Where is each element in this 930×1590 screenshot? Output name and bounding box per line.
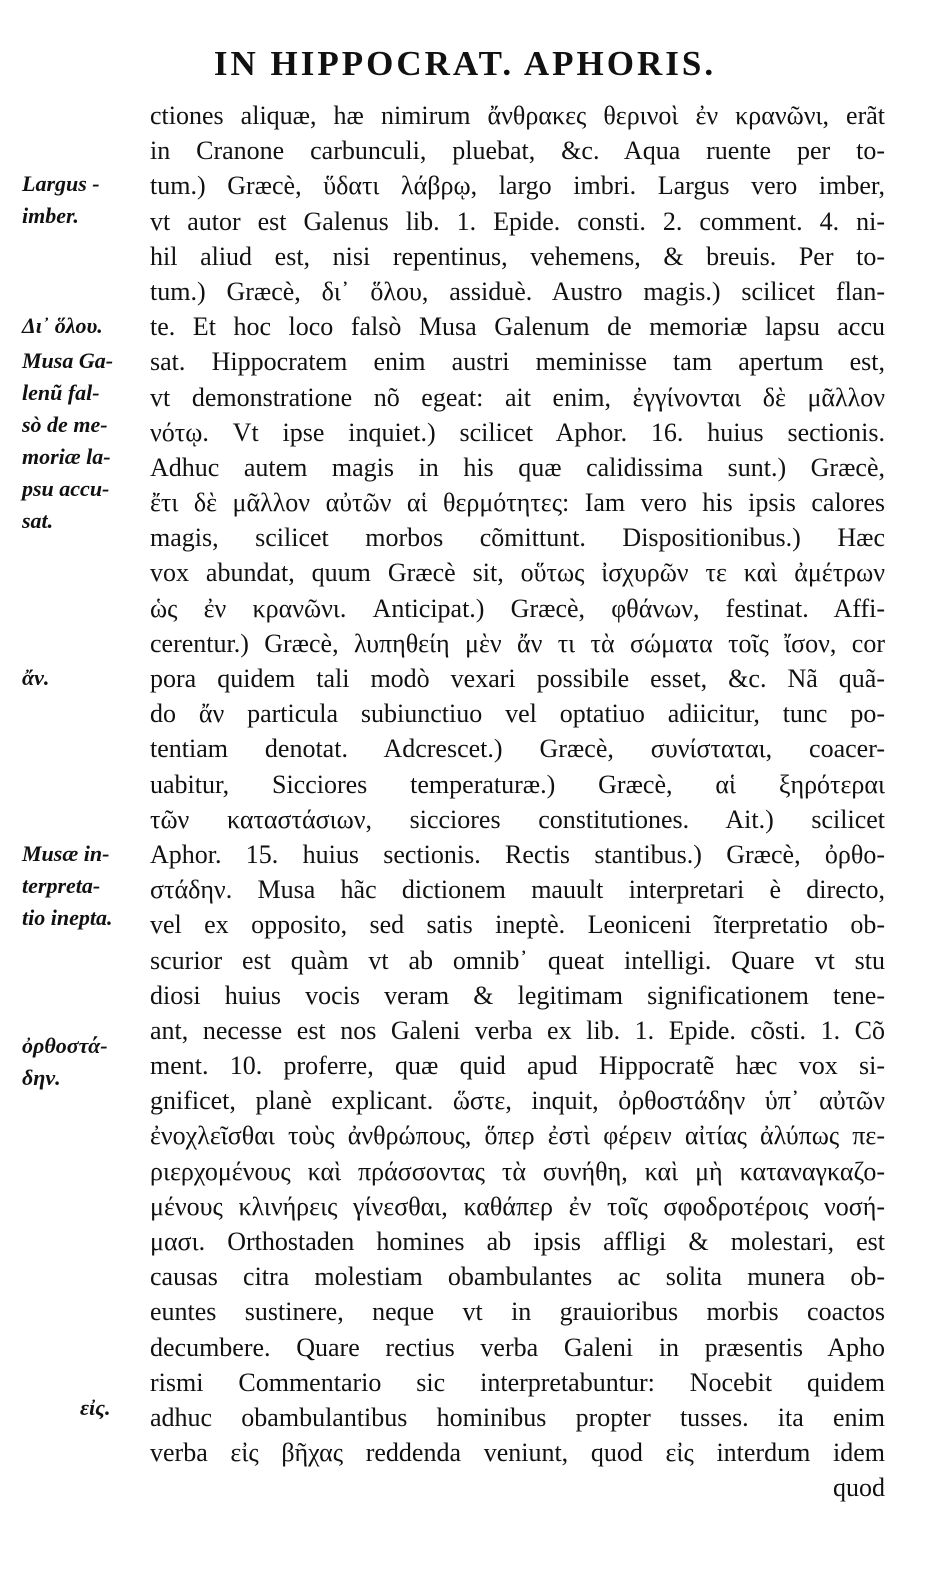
text-line: Adhuc autem magis in his quæ calidissima sunt.) Græcè,	[150, 452, 885, 482]
margin-note-largus-imber	[22, 168, 137, 232]
main-text	[150, 98, 885, 1506]
text-line: diosi huius vocis veram & legitimam significationem tene-	[150, 980, 885, 1010]
margin-note-musae-interpretatio	[22, 838, 137, 934]
text-line: te. Et hoc loco falsò Musa Galenum de memoriæ lapsu accu	[150, 312, 885, 342]
text-line: vox abundat, quum Græcè sit, οὕτως ἰσχυρῶν τε καὶ ἀμέτρων	[150, 558, 885, 588]
text-line: tum.) Græcè, ὕδατι λάβρῳ, largo imbri. Largus vero imber,	[150, 171, 885, 201]
text-line: ριερχομένους καὶ πράσσοντας τὰ συνήθη, καὶ μὴ καταναγκαζο-	[150, 1156, 885, 1186]
margin-note-line: sò de me-	[22, 412, 108, 437]
margin-note-line: ὀρθοστά-	[22, 1033, 108, 1058]
margin-note-line: terpreta-	[22, 873, 101, 898]
margin-note-musa-galenum	[22, 345, 137, 537]
text-line: Aphor. 15. huius sectionis. Rectis stantibus.) Græcè, ὀρθο-	[150, 839, 885, 869]
text-line: decumbere. Quare rectius verba Galeni in præsentis Apho	[150, 1332, 885, 1362]
catchword: quod	[833, 1473, 885, 1503]
text-line: vt demonstratione nõ egeat: ait enim, ἐγγίνονται δὲ μᾶλλον	[150, 382, 885, 412]
text-line: pora quidem tali modò vexari possibile esset, &c. Nã quã-	[150, 664, 885, 693]
text-line: ἔτι δὲ μᾶλλον αὐτῶν αἱ θερμότητες: Iam vero his ipsis calores	[150, 488, 885, 518]
margin-note-line: Δι᾽ ὅλου.	[22, 313, 103, 338]
text-line: τῶν καταστάσιων, sicciores constitutiones. Ait.) scilicet	[150, 804, 885, 834]
text-line: magis, scilicet morbos cõmittunt. Dispositionibus.) Hæc	[150, 523, 885, 553]
text-line: do ἄν particula subiunctiuo vel optatiuo adiicitur, tunc po-	[150, 699, 885, 729]
margin-note-line: ἄν.	[22, 665, 50, 690]
margin-note-line: tio inepta.	[22, 905, 113, 930]
margin-note-line: Musæ in-	[22, 841, 110, 866]
text-line: hil aliud est, nisi repentinus, vehemens, & breuis. Per to-	[150, 241, 885, 271]
margin-note-eis	[80, 1392, 195, 1424]
text-line: uabitur, Sicciores temperaturæ.) Græcè, αἱ ξηρότεραι	[150, 769, 885, 799]
text-line: tentiam denotat. Adcrescet.) Græcè, συνίσταται, coacer-	[150, 734, 885, 764]
text-line: gnificet, planè explicant. ὥστε, inquit, ὀρθοστάδην ὑπ᾽ αὐτῶν	[150, 1086, 885, 1116]
text-line: νότῳ. Vt ipse inquiet.) scilicet Aphor. 16. huius sectionis.	[150, 417, 885, 447]
margin-note-line: psu accu-	[22, 476, 110, 501]
text-line: verba εἰς βῆχας reddenda veniunt, quod εἰς interdum idem	[150, 1438, 885, 1468]
text-line: euntes sustinere, neque vt in grauioribus morbis coactos	[150, 1297, 885, 1327]
margin-note-line: moriæ la-	[22, 444, 111, 469]
text-line: ant, necesse est nos Galeni verba ex lib. 1. Epide. cõsti. 1. Cõ	[150, 1015, 885, 1045]
margin-note-an	[22, 662, 137, 694]
margin-note-di-holou	[22, 310, 137, 342]
text-line: vt autor est Galenus lib. 1. Epide. consti. 2. comment. 4. ni-	[150, 206, 885, 236]
text-line: sat. Hippocratem enim austri meminisse tam apertum est,	[150, 347, 885, 377]
margin-note-line: imber.	[22, 203, 79, 228]
text-line: rismi Commentario sic interpretabuntur: Nocebit quidem	[150, 1367, 885, 1397]
text-line: adhuc obambulantibus hominibus propter tusses. ita enim	[150, 1402, 885, 1432]
text-line: μένους κλινήρεις γίνεσθαι, καθάπερ ἐν τοῖς σφοδροτέροις νοσή-	[150, 1191, 885, 1221]
margin-note-line: sat.	[22, 508, 54, 533]
text-line: vel ex opposito, sed satis ineptè. Leoniceni ĩterpretatio ob-	[150, 910, 885, 940]
text-line: tum.) Græcè, δι᾽ ὅλου, assiduè. Austro magis.) scilicet flan-	[150, 276, 885, 306]
text-line: in Cranone carbunculi, pluebat, &c. Aqua ruente per to-	[150, 136, 885, 166]
text-line: ctiones aliquæ, hæ nimirum ἄνθρακες θερινοὶ ἐν κρανῶνι, erãt	[150, 101, 885, 130]
text-line: ὡς ἐν κρανῶνι. Anticipat.) Græcè, φθάνων, festinat. Affi-	[150, 593, 885, 623]
text-line: ment. 10. proferre, quæ quid apud Hippocratẽ hæc vox si-	[150, 1051, 885, 1081]
text-line: scurior est quàm vt ab omnib᾽ queat intelligi. Quare vt stu	[150, 945, 885, 975]
margin-note-line: δην.	[22, 1065, 61, 1090]
text-line: μασι. Orthostaden homines ab ipsis affligi & molestari, est	[150, 1227, 885, 1256]
margin-note-line: Musa Ga-	[22, 348, 114, 373]
running-header: IN HIPPOCRAT. APHORIS.	[213, 44, 717, 83]
margin-note-line: εἰς.	[80, 1395, 111, 1420]
margin-note-line: Largus -	[22, 171, 100, 196]
text-line: causas citra molestiam obambulantes ac solita munera ob-	[150, 1262, 885, 1292]
margin-note-orthostaden	[22, 1030, 137, 1094]
margin-note-line: lenũ fal-	[22, 380, 100, 405]
text-line: cerentur.) Græcè, λυπηθείη μὲν ἄν τι τὰ σώματα τοῖς ἴσον, cor	[150, 628, 885, 658]
text-line: ἐνοχλεῖσθαι τοὺς ἀνθρώπους, ὅπερ ἐστὶ φέρειν αἰτίας ἀλύπως πε-	[150, 1121, 885, 1151]
text-line: στάδην. Musa hãc dictionem mauult interpretari è directo,	[150, 875, 885, 905]
